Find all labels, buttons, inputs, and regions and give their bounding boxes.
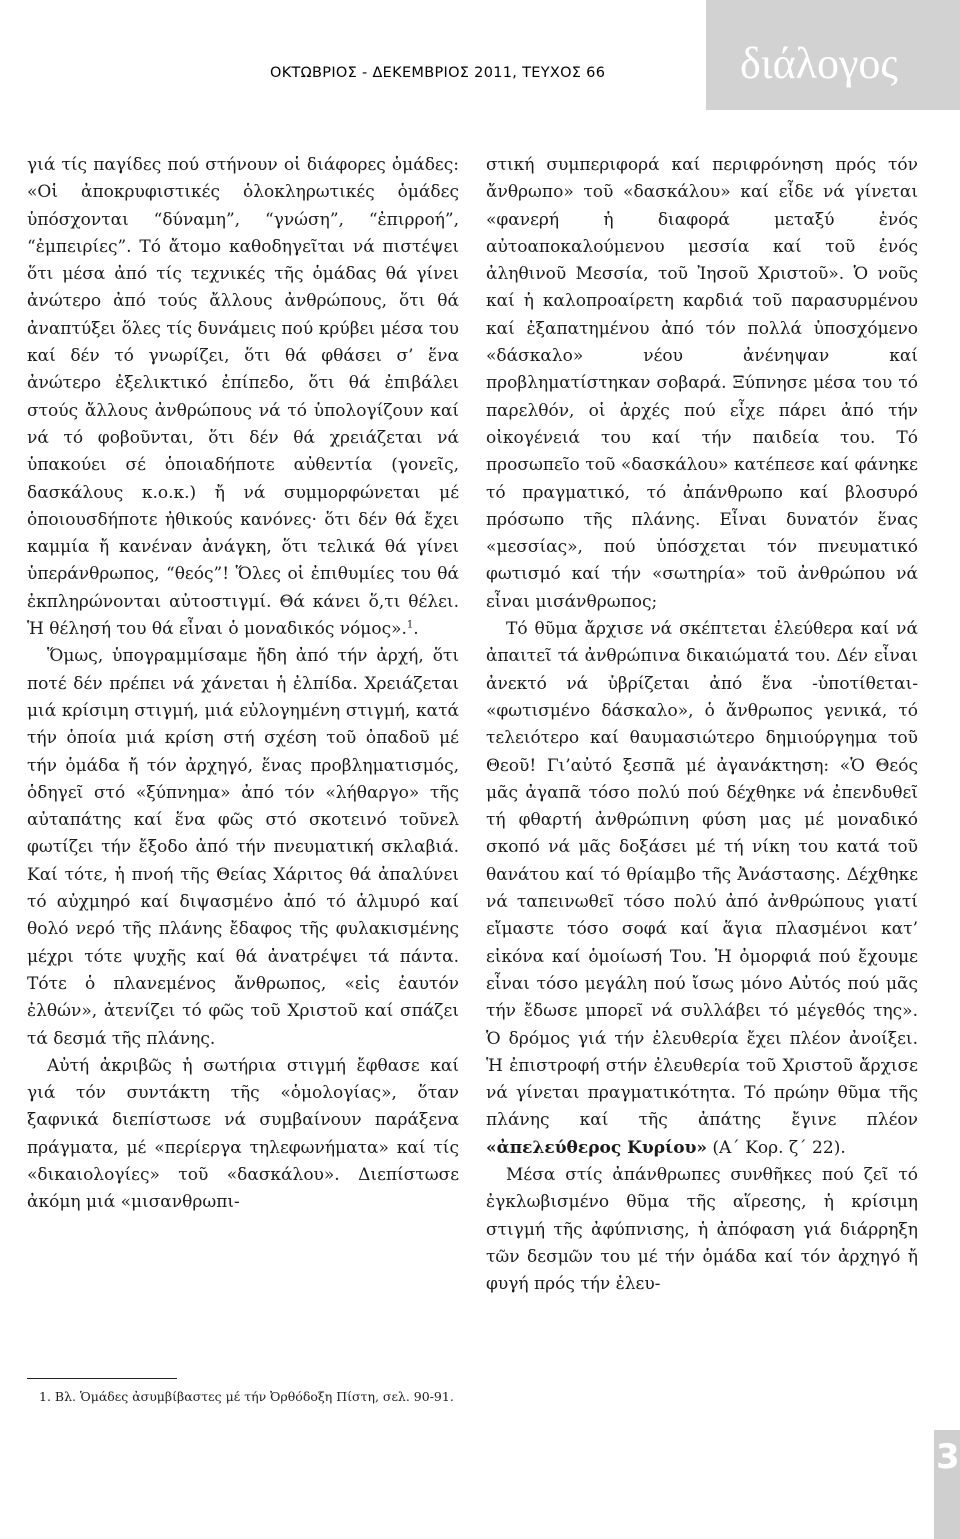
left-paragraph-1 [27,152,459,643]
right-paragraph-2 [486,616,918,1162]
right-paragraph-3: Μέσα στίς ἀπάνθρωπες συνθῆκες πού ζεῖ τό ἐγκλωβισμένο θῦμα τῆς αἵρεσης, ἡ κρίσιμη στιγμή τῆς ἀφύπνισης, ἡ ἀπόφαση γιά διάρρηξη τῶν δεσμῶν του μέ τήν ὁμάδα καί τόν ἀρχηγό ἤ φυγή πρός τήν ἐλευ- [486,1164,918,1295]
page-number: 3 [936,1437,960,1477]
footnote-divider [27,1378,177,1379]
scripture-reference: (Α΄ Κορ. ζ΄ 22). [706,1137,846,1158]
magazine-title: διάλογος [740,39,898,88]
right-column [486,152,918,1298]
left-column [27,152,459,1217]
right-paragraph-2-text: Τό θῦμα ἄρχισε νά σκέπτεται ἐλεύθερα καί νά ἀπαιτεῖ τά ἀνθρώπινα δικαιώματά του. Δέν εἶναι ἀνεκτό νά ὑβρίζεται ἀπό ἕνα -ὑποτίθεται- «φωτισμένο δάσκαλο», ὁ ἄνθρωπος γενικά, τό τελειότερο καί θαυμασιώτερο δημιούργημα τοῦ Θεοῦ! Γι’αὐτό ξεσπᾶ μέ ἀγανάκτηση: «Ὁ Θεός μᾶς ἀγαπᾶ τόσο πολύ πού δέχθηκε νά ἐπενδυθεῖ τή φθαρτή ἀνθρώπινη φύση μας μέ μοναδικό σκοπό νά μᾶς δοξάσει μέ τή νίκη του κατά τοῦ θανάτου καί τό θρίαμβο τῆς Ἀνάστασης. Δέχθηκε νά ταπεινωθεῖ τόσο πολύ ἀπό ἀνθρώπους γιατί εἴμαστε τόσο σοφά καί ἅγια πλασμένοι κατ’ εἰκόνα καί ὁμοίωσή Του. Ἡ ὀμορφιά πού ἔχουμε εἶναι τόσο μεγάλη πού ἴσως μόνο Αὐτός πού μᾶς τήν ἔδωσε μπορεῖ νά συλλάβει τό μέγεθός της». Ὁ δρόμος γιά τήν ἐλευθερία ἔχει πλέον ἀνοίξει. Ἡ ἐπιστροφή στήν ἐλευθερία τοῦ Χριστοῦ ἄρχισε νά γίνεται πραγματικότητα. Τό πρώην θῦμα τῆς πλάνης καί τῆς ἀπάτης ἔγινε πλέον [486,619,918,1131]
left-paragraph-1-text: γιά τίς παγίδες πού στήνουν οἱ διάφορες ὁμάδες: «Οἱ ἀποκρυφιστικές ὁλοκληρωτικές ὁμάδες ὑπόσχονται “δύναμη”, “γνώση”, “ἐπιρροή”, “ἐμπειρίες”. Τό ἄτομο καθοδηγεῖται νά πιστέψει ὅτι μέσα ἀπό τίς τεχνικές τῆς ὁμάδας θά γίνει ἀνώτερο ἀπό τούς ἄλλους ἀνθρώπους, ὅτι θά ἀναπτύξει ὅλες τίς δυνάμεις πού κρύβει μέσα του καί δέν τό γνωρίζει, ὅτι θά φθάσει σ’ ἕνα ἀνώτερο ἐξελικτικό ἐπίπεδο, ὅτι θά ἐπιβάλει στούς ἄλλους ἀνθρώπους νά τό ὑπολογίζουν καί νά τό φοβοῦνται, ὅτι δέν θά χρειάζεται νά ὑπακούει σέ ὁποιαδήποτε αὐθεντία (γονεῖς, δασκάλους κ.ο.κ.) ἤ νά συμμορφώνεται μέ ὁποιουσδήποτε ἠθικούς κανόνες· ὅτι δέν θά ἔχει καμμία ἤ κανέναν ἀνάγκη, ὅτι τελικά θά γίνει ὑπεράνθρωπος, “θεός”! Ὅλες οἱ ἐπιθυμίες του θά ἐκπληρώνονται αὐτοστιγμί. Θά κάνει ὅ,τι θέλει. Ἡ θέλησή του θά εἶναι ὁ μοναδικός νόμος». [27,155,459,640]
left-paragraph-1-end: . [413,619,419,640]
issue-date-line: ΟΚΤΩΒΡΙΟΣ - ΔΕΚΕΜΒΡΙΟΣ 2011, ΤΕΥΧΟΣ 66 [270,65,606,81]
left-paragraph-3: Αὐτή ἀκριβῶς ἡ σωτήρια στιγμή ἔφθασε καί γιά τόν συντάκτη τῆς «ὁμολογίας», ὅταν ξαφνικά διεπίστωσε νά συμβαίνουν παράξενα πράγματα, μέ «περίεργα τηλεφωνήματα» καί τίς «δικαιολογίες» τοῦ «δασκάλου». Διεπίστωσε ἀκόμη μιά «μισανθρωπι- [27,1055,459,1213]
left-paragraph-2: Ὅμως, ὑπογραμμίσαμε ἤδη ἀπό τήν ἀρχή, ὅτι ποτέ δέν πρέπει νά χάνεται ἡ ἐλπίδα. Χρειάζεται μιά κρίσιμη στιγμή, μιά εὐλογημένη στιγμή, κατά τήν ὁποία μιά κρίση στή σχέση τοῦ ὀπαδοῦ μέ τήν ὁμάδα ἤ τόν ἀρχηγό, ἕνας προβληματισμός, ὁδηγεῖ στό «ξύπνημα» ἀπό τόν «λήθαργο» τῆς αὐταπάτης καί ἕνα φῶς στό σκοτεινό τοῦνελ φωτίζει τήν ἔξοδο ἀπό τήν πνευματική σκλαβιά. Καί τότε, ἡ πνοή τῆς Θείας Χάριτος θά ἀπαλύνει τό αὐχμηρό καί διψασμένο ἀπό τό ἁλμυρό καί θολό νερό τῆς πλάνης ἔδαφος τῆς φυλακισμένης μέχρι τότε ψυχῆς καί θά ἀνατρέψει τά πάντα. Τότε ὁ πλανεμένος ἄνθρωπος, «εἰς ἑαυτόν ἐλθών», ἀτενίζει τό φῶς τοῦ Χριστοῦ καί σπάζει τά δεσμά τῆς πλάνης. [27,646,459,1049]
footnote: 1. Βλ. Ὁμάδες ἀσυμβίβαστες μέ τήν Ὀρθόδοξη Πίστη, σελ. 90-91. [39,1389,454,1404]
right-paragraph-1: στική συμπεριφορά καί περιφρόνηση πρός τόν ἄνθρωπο» τοῦ «δασκάλου» καί εἶδε νά γίνεται «φανερή ἡ διαφορά μεταξύ ἑνός αὐτοαποκαλούμενου μεσσία καί τοῦ ἑνός ἀληθινοῦ Μεσσία, τοῦ Ἰησοῦ Χριστοῦ». Ὁ νοῦς καί ἡ καλοπροαίρετη καρδιά τοῦ παρασυρμένου καί ἐξαπατημένου ἀπό τόν πολλά ὑποσχόμενο «δάσκαλο» νέου ἀνένηψαν καί προβληματίστηκαν σοβαρά. Ξύπνησε μέσα του τό παρελθόν, οἱ ἀρχές πού εἶχε πάρει ἀπό τήν οἰκογένειά του καί τήν παιδεία του. Τό προσωπεῖο τοῦ «δασκάλου» κατέπεσε καί φάνηκε τό πραγματικό, τό ἀπάνθρωπο καί βλοσυρό πρόσωπο τῆς πλάνης. Εἶναι δυνατόν ἕνας «μεσσίας», πού ὑπόσχεται τόν πνευματικό φωτισμό καί τήν «σωτηρία» τοῦ ἀνθρώπου νά εἶναι μισάνθρωπος; [486,155,918,612]
footnote-ref[interactable]: 1 [406,619,414,631]
bold-quote: «ἀπελεύθερος Κυρίου» [486,1137,707,1158]
